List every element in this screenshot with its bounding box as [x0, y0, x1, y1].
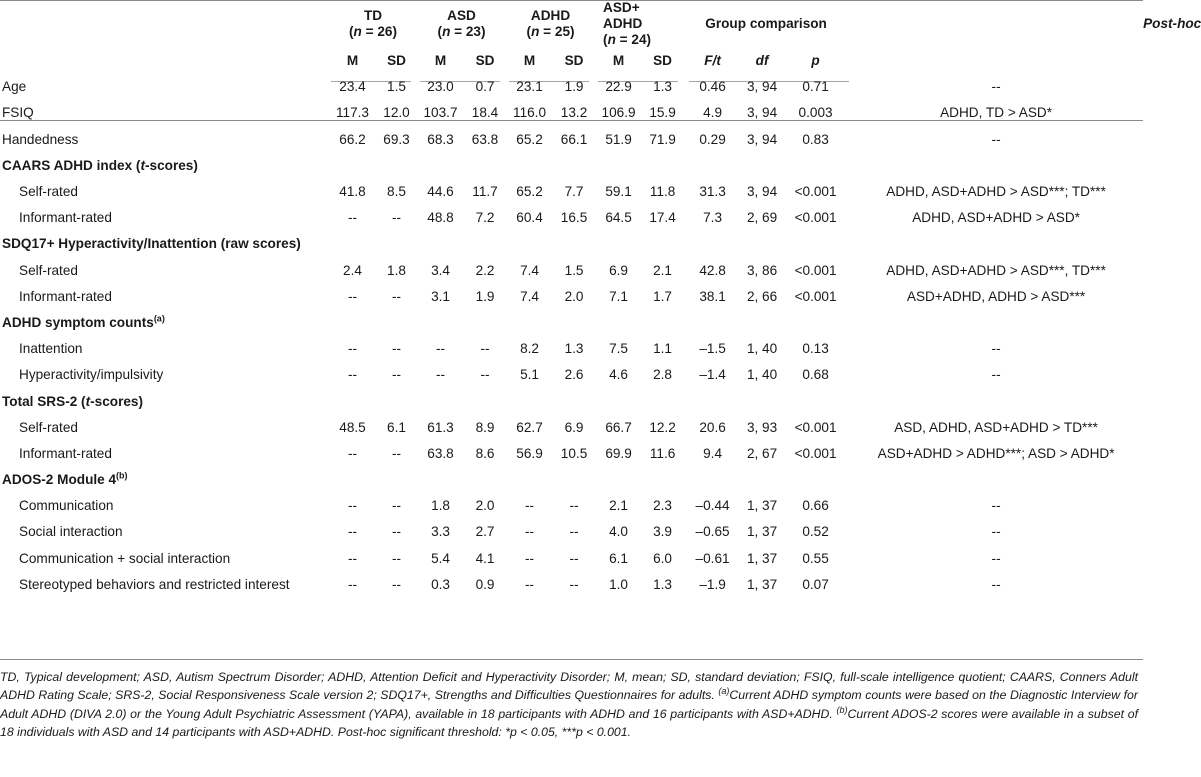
- cell-asdadhd-sd: 1.7: [653, 288, 672, 304]
- section-title: Total SRS-2 (t-scores): [2, 393, 144, 409]
- cell-asdadhd-sd: 15.9: [649, 105, 676, 121]
- footnote-abbreviations: TD, Typical development; ASD, Autism Spectrum Disorder; ADHD, Attention Deficit and Hyperactivity Disorder; M, mean; SD, standard deviation; FSIQ, full-scale intelligence quotient; CAARS, Conners Adult ADHD Rating Scale; SRS-2, Social Responsiveness Scale version 2; SDQ17+, Strengths and Difficulties Questionnaires for adults.: [0, 670, 1138, 703]
- section-title: SDQ17+ Hyperactivity/Inattention (raw scores): [2, 236, 301, 252]
- table-row: [0, 572, 1143, 598]
- table-row: [0, 519, 1143, 545]
- cell-p-value: <0.001: [794, 288, 837, 304]
- cell-posthoc-value: ASD+ADHD > ADHD***; ASD > ADHD*: [877, 445, 1115, 461]
- cell-p-value: 0.71: [802, 79, 829, 95]
- cell-td-m: --: [347, 210, 358, 226]
- cell-df-value: 2, 67: [746, 445, 778, 461]
- cell-asd-m: 23.0: [427, 79, 454, 95]
- cell-td-sd: 12.0: [383, 105, 410, 121]
- cell-asd-m: 3.4: [431, 262, 450, 278]
- cell-asdadhd-sd: 3.9: [653, 524, 672, 540]
- cell-adhd-sd: 10.5: [560, 445, 588, 461]
- cell-td-m: --: [347, 367, 358, 383]
- table-row: [0, 362, 1143, 388]
- cell-posthoc-value: ADHD, TD > ASD*: [940, 105, 1053, 121]
- cell-asd-m: 68.3: [427, 131, 454, 147]
- header-asd-adhd: ASD+ ADHD (n = 24): [603, 0, 652, 47]
- cell-asd-sd: 8.6: [475, 445, 495, 461]
- cell-adhd-sd: 6.9: [564, 419, 584, 435]
- section-row: [0, 310, 1143, 336]
- table-row: [0, 415, 1143, 441]
- cell-df-value: 1, 37: [746, 550, 778, 566]
- row-label: Informant-rated: [19, 445, 112, 461]
- cell-p-value: <0.001: [794, 445, 837, 461]
- cell-df-value: 1, 40: [746, 367, 778, 383]
- cell-td-sd: --: [391, 210, 402, 226]
- cell-df-value: 1, 37: [746, 576, 778, 592]
- cell-asd-sd: --: [480, 367, 490, 383]
- cell-asd-sd: 4.1: [475, 550, 495, 566]
- cell-adhd-m: --: [525, 498, 535, 514]
- table-row: [0, 100, 1143, 126]
- cell-p-value: 0.003: [798, 105, 833, 121]
- section-row: [0, 467, 1143, 493]
- cell-adhd-sd: --: [569, 524, 579, 540]
- footnote-marker-a: (a): [718, 686, 730, 697]
- cell-td-m: --: [347, 524, 358, 540]
- row-label: Social interaction: [19, 524, 123, 540]
- row-label: Communication + social interaction: [19, 550, 231, 566]
- table-row: [0, 546, 1143, 572]
- cell-asdadhd-sd: 2.3: [653, 498, 672, 514]
- cell-td-m: 48.5: [339, 419, 366, 435]
- header-m: M: [346, 53, 359, 69]
- cell-p-value: <0.001: [794, 262, 837, 278]
- row-label: Handedness: [2, 131, 79, 147]
- cell-asd-m: 3.1: [431, 288, 450, 304]
- cell-td-sd: --: [391, 367, 402, 383]
- cell-asd-m: 103.7: [423, 105, 458, 121]
- cell-td-sd: --: [391, 498, 402, 514]
- cell-p-value: <0.001: [794, 184, 837, 200]
- cell-adhd-sd: 66.1: [560, 131, 588, 147]
- cell-td-m: 23.4: [339, 79, 366, 95]
- cell-posthoc-value: --: [991, 550, 1001, 566]
- row-label: Hyperactivity/impulsivity: [19, 367, 164, 383]
- table-footnote: [0, 668, 1138, 741]
- header-p: p: [811, 53, 820, 69]
- cell-adhd-sd: 13.2: [560, 105, 588, 121]
- header-td: TD (n = 26): [349, 8, 397, 39]
- cell-posthoc-value: ASD, ADHD, ASD+ADHD > TD***: [894, 419, 1098, 435]
- cell-adhd-sd: --: [569, 498, 579, 514]
- cell-asd-sd: 1.9: [475, 288, 495, 304]
- cell-asdadhd-m: 64.5: [605, 210, 632, 226]
- cell-df-value: 2, 69: [746, 210, 778, 226]
- cell-ft-value: 7.3: [703, 210, 723, 226]
- cell-posthoc-value: ADHD, ASD+ADHD > ASD***; TD***: [886, 184, 1106, 200]
- cell-asdadhd-m: 22.9: [605, 79, 632, 95]
- header-adhd: ADHD (n = 25): [526, 8, 575, 39]
- cell-posthoc-value: --: [991, 341, 1001, 357]
- cell-ft-value: –0.44: [695, 498, 730, 514]
- cell-asd-sd: 63.8: [471, 131, 499, 147]
- cell-adhd-sd: --: [569, 576, 579, 592]
- cell-asdadhd-m: 4.6: [609, 367, 628, 383]
- cell-p-value: 0.55: [802, 550, 829, 566]
- cell-adhd-sd: 1.3: [564, 341, 584, 357]
- cell-posthoc-value: --: [991, 131, 1001, 147]
- cell-td-m: 66.2: [339, 131, 366, 147]
- cell-asd-m: 61.3: [427, 419, 454, 435]
- cell-asd-m: 3.3: [431, 524, 450, 540]
- cell-p-value: 0.68: [802, 367, 829, 383]
- cell-posthoc-value: --: [991, 524, 1001, 540]
- row-label: Self-rated: [19, 184, 78, 200]
- cell-ft-value: 0.46: [699, 79, 726, 95]
- cell-asdadhd-m: 106.9: [601, 105, 636, 121]
- bottom-rule: [0, 659, 1143, 660]
- cell-td-sd: 6.1: [387, 419, 406, 435]
- cell-posthoc-value: --: [991, 367, 1001, 383]
- row-label: Communication: [19, 498, 114, 514]
- cell-asd-sd: 2.0: [475, 498, 495, 514]
- cell-asdadhd-m: 6.9: [609, 262, 628, 278]
- cell-td-sd: 69.3: [383, 131, 410, 147]
- cell-adhd-sd: 1.5: [564, 262, 584, 278]
- cell-ft-value: 9.4: [703, 445, 723, 461]
- cell-posthoc-value: ADHD, ASD+ADHD > ASD*: [912, 210, 1080, 226]
- cell-asd-sd: 2.7: [475, 524, 495, 540]
- section-row: [0, 231, 1143, 257]
- row-label: FSIQ: [2, 105, 34, 121]
- section-row: [0, 153, 1143, 179]
- row-label: Informant-rated: [19, 210, 112, 226]
- cell-ft-value: –1.9: [699, 576, 726, 592]
- cell-asdadhd-sd: 11.8: [649, 184, 676, 200]
- cell-ft-value: 38.1: [699, 288, 726, 304]
- cell-td-sd: --: [391, 288, 402, 304]
- cell-p-value: 0.13: [802, 341, 829, 357]
- cell-asdadhd-m: 6.1: [609, 550, 628, 566]
- cell-td-m: --: [347, 445, 358, 461]
- cell-df-value: 1, 40: [746, 341, 778, 357]
- cell-p-value: 0.07: [802, 576, 829, 592]
- cell-asd-sd: 18.4: [471, 105, 499, 121]
- row-label: Self-rated: [19, 419, 78, 435]
- cell-asd-sd: 0.7: [475, 79, 495, 95]
- cell-ft-value: –0.65: [695, 524, 730, 540]
- cell-asd-m: 5.4: [431, 550, 450, 566]
- cell-p-value: <0.001: [794, 210, 837, 226]
- cell-ft-value: –1.4: [699, 367, 726, 383]
- cell-asd-sd: 7.2: [475, 210, 495, 226]
- row-label: Age: [2, 79, 27, 95]
- cell-adhd-m: --: [525, 550, 535, 566]
- cell-td-m: --: [347, 576, 358, 592]
- cell-ft-value: 42.8: [699, 262, 726, 278]
- cell-p-value: 0.52: [802, 524, 829, 540]
- cell-td-m: --: [347, 550, 358, 566]
- cell-posthoc-value: --: [991, 79, 1001, 95]
- cell-asdadhd-sd: 6.0: [653, 550, 672, 566]
- cell-asd-sd: 2.2: [475, 262, 495, 278]
- cell-asd-sd: --: [480, 341, 490, 357]
- section-row: [0, 388, 1143, 414]
- section-title: ADHD symptom counts$^{(a)}$: [2, 313, 165, 330]
- header-group-comparison: Group comparison: [705, 16, 827, 31]
- cell-asd-m: 48.8: [427, 210, 454, 226]
- cell-ft-value: 31.3: [699, 184, 726, 200]
- header-df: df: [755, 53, 769, 69]
- cell-adhd-m: 5.1: [520, 367, 539, 383]
- cell-asdadhd-m: 51.9: [605, 131, 632, 147]
- cell-adhd-m: 65.2: [516, 184, 543, 200]
- cell-ft-value: 20.6: [699, 419, 726, 435]
- footnote-marker-b: (b): [836, 704, 848, 715]
- cell-td-m: --: [347, 498, 358, 514]
- cell-adhd-m: 7.4: [520, 288, 539, 304]
- cell-asdadhd-m: 1.0: [609, 576, 628, 592]
- cell-asdadhd-sd: 12.2: [649, 419, 676, 435]
- cell-posthoc-value: --: [991, 576, 1001, 592]
- cell-adhd-sd: --: [569, 550, 579, 566]
- row-label: Self-rated: [19, 262, 78, 278]
- section-title: CAARS ADHD index (t-scores): [2, 157, 198, 173]
- cell-td-sd: --: [391, 576, 402, 592]
- cell-p-value: 0.83: [802, 131, 829, 147]
- cell-asdadhd-sd: 71.9: [649, 131, 676, 147]
- cell-td-sd: 1.8: [387, 262, 406, 278]
- cell-asdadhd-sd: 1.3: [653, 576, 672, 592]
- cell-adhd-m: 56.9: [516, 445, 543, 461]
- cell-adhd-m: --: [525, 524, 535, 540]
- cell-adhd-sd: 1.9: [564, 79, 584, 95]
- section-title: ADOS-2 Module 4$^{(b)}$: [2, 470, 128, 488]
- cell-adhd-m: --: [525, 576, 535, 592]
- cell-posthoc-value: ASD+ADHD, ADHD > ASD***: [906, 288, 1086, 304]
- table-row: [0, 258, 1143, 284]
- cell-td-m: --: [347, 341, 358, 357]
- cell-adhd-m: 23.1: [516, 79, 543, 95]
- table-row: [0, 336, 1143, 362]
- header-sd: SD: [653, 53, 672, 69]
- header-sd: SD: [475, 53, 495, 69]
- cell-adhd-sd: 2.6: [564, 367, 584, 383]
- cell-td-m: 41.8: [339, 184, 366, 200]
- cell-adhd-m: 62.7: [516, 419, 543, 435]
- cell-asdadhd-sd: 17.4: [649, 210, 676, 226]
- cell-asdadhd-sd: 2.1: [653, 262, 672, 278]
- cell-td-sd: --: [391, 550, 402, 566]
- cell-p-value: 0.66: [802, 498, 829, 514]
- table-row: [0, 127, 1143, 153]
- header-m: M: [523, 53, 536, 69]
- cell-asd-m: 0.3: [431, 576, 450, 592]
- cell-p-value: <0.001: [794, 419, 837, 435]
- cell-asdadhd-m: 59.1: [605, 184, 632, 200]
- cell-asd-m: --: [435, 367, 446, 383]
- cell-ft-value: –0.61: [695, 550, 730, 566]
- header-row-stats: [0, 48, 1143, 74]
- cell-td-sd: 8.5: [387, 184, 406, 200]
- cell-df-value: 3, 94: [746, 79, 778, 95]
- cell-td-sd: --: [391, 445, 402, 461]
- cell-asdadhd-sd: 1.1: [653, 341, 672, 357]
- cell-asdadhd-m: 69.9: [605, 445, 632, 461]
- cell-adhd-sd: 7.7: [564, 184, 584, 200]
- cell-df-value: 3, 86: [746, 262, 778, 278]
- footnote-note-a: Current ADHD symptom counts were based on the Diagnostic Interview for Adult ADHD (DIVA 2.0) or the Young Adult Psychiatric Assessment (YAPA), available in 18 participants with ADHD and 16 participants with ASD+ADHD.: [0, 688, 1138, 721]
- cell-posthoc-value: --: [991, 498, 1001, 514]
- cell-asdadhd-m: 7.5: [609, 341, 628, 357]
- cell-td-sd: 1.5: [387, 79, 406, 95]
- cell-asd-m: --: [435, 341, 446, 357]
- cell-adhd-sd: 16.5: [560, 210, 588, 226]
- table-row: [0, 179, 1143, 205]
- cell-df-value: 3, 94: [746, 105, 778, 121]
- cell-adhd-m: 8.2: [520, 341, 539, 357]
- cell-td-m: 2.4: [343, 262, 362, 278]
- cell-asdadhd-m: 4.0: [609, 524, 628, 540]
- row-label: Stereotyped behaviors and restricted interest: [19, 576, 290, 592]
- table-row: [0, 493, 1143, 519]
- cell-asdadhd-m: 7.1: [609, 288, 628, 304]
- table-row: [0, 74, 1143, 100]
- cell-df-value: 3, 93: [746, 419, 778, 435]
- table-row: [0, 284, 1143, 310]
- row-label: Inattention: [19, 341, 83, 357]
- table-row: [0, 441, 1143, 467]
- header-asd: ASD (n = 23): [437, 8, 486, 39]
- cell-posthoc-value: ADHD, ASD+ADHD > ASD***, TD***: [886, 262, 1106, 278]
- cell-asd-sd: 11.7: [472, 184, 498, 200]
- cell-df-value: 1, 37: [746, 524, 778, 540]
- cell-td-sd: --: [391, 524, 402, 540]
- cell-asdadhd-sd: 11.6: [649, 445, 676, 461]
- header-m: M: [434, 53, 447, 69]
- cell-asdadhd-sd: 2.8: [653, 367, 672, 383]
- cell-td-m: 117.3: [335, 105, 369, 121]
- cell-asd-m: 44.6: [427, 184, 454, 200]
- cell-asd-m: 63.8: [427, 445, 454, 461]
- table-row: [0, 205, 1143, 231]
- cell-asd-sd: 8.9: [475, 419, 495, 435]
- cell-asdadhd-m: 66.7: [605, 419, 632, 435]
- cell-asd-sd: 0.9: [475, 576, 495, 592]
- cell-asdadhd-m: 2.1: [609, 498, 628, 514]
- row-label: Informant-rated: [19, 288, 112, 304]
- header-row-groups: TD (n = 26) ASD (n = 23) ADHD (n = 25) ASD+ ADHD (n = 24) Group comparison Post-hoc: [0, 0, 1143, 48]
- header-m: M: [612, 53, 625, 69]
- footnote-note-b: Current ADOS-2 scores were available in a subset of 18 individuals with ASD and 14 participants with ASD+ADHD. Post-hoc significant threshold: *p < 0.05, ***p < 0.001.: [0, 706, 1138, 739]
- cell-df-value: 2, 66: [746, 288, 778, 304]
- header-sd: SD: [387, 53, 406, 69]
- cell-adhd-m: 65.2: [516, 131, 543, 147]
- cell-ft-value: 4.9: [703, 105, 723, 121]
- cell-td-sd: --: [391, 341, 402, 357]
- cell-ft-value: –1.5: [699, 341, 726, 357]
- cell-asdadhd-sd: 1.3: [653, 79, 672, 95]
- cell-df-value: 1, 37: [746, 498, 778, 514]
- header-ft: F/t: [704, 53, 721, 69]
- cell-asd-m: 1.8: [431, 498, 450, 514]
- cell-td-m: --: [347, 288, 358, 304]
- cell-adhd-m: 7.4: [520, 262, 539, 278]
- cell-ft-value: 0.29: [699, 131, 726, 147]
- cell-adhd-m: 60.4: [516, 210, 543, 226]
- cell-df-value: 3, 94: [746, 184, 778, 200]
- cell-adhd-sd: 2.0: [564, 288, 584, 304]
- cell-df-value: 3, 94: [746, 131, 778, 147]
- cell-adhd-m: 116.0: [513, 105, 547, 121]
- header-sd: SD: [564, 53, 584, 69]
